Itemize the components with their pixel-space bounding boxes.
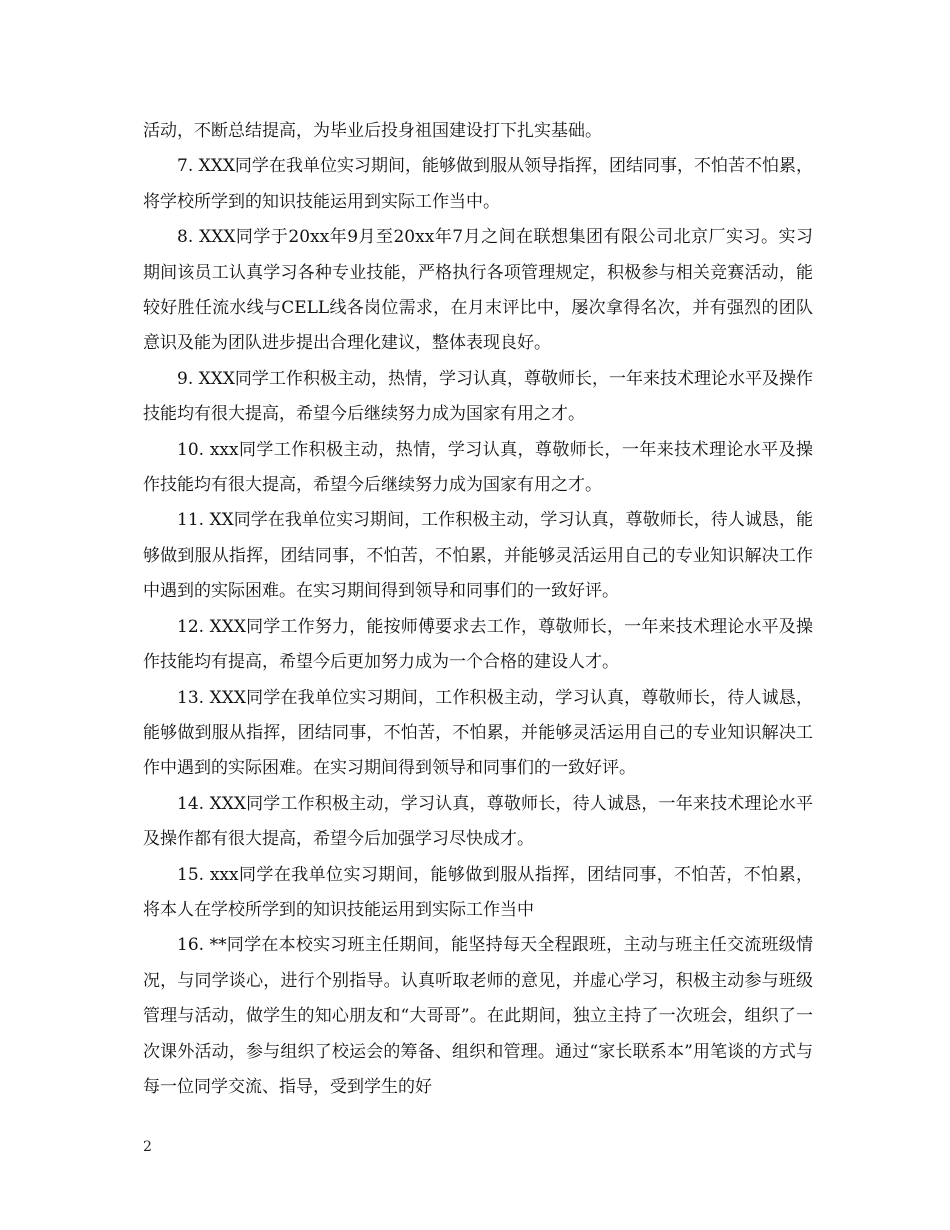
paragraph-12: 12. XXX同学工作努力，能按师傅要求去工作，尊敬师长，一年来技术理论水平及操作技能均有提高，希望今后更加努力成为一个合格的建设人才。 xyxy=(143,616,813,673)
page-number: 2 xyxy=(143,1139,152,1155)
paragraph-continued: 活动，不断总结提高，为毕业后投身祖国建设打下扎实基础。 xyxy=(143,121,602,141)
paragraph-13: 13. XXX同学在我单位实习期间，工作积极主动，学习认真，尊敬师长，待人诚恳，能够做到服从指挥，团结同事，不怕苦，不怕累，并能够灵活运用自己的专业知识解决工作中遇到的实际困难。在实习期间得到领导和同事们的一致好评。 xyxy=(143,687,813,779)
paragraph-9: 9. XXX同学工作积极主动，热情，学习认真，尊敬师长，一年来技术理论水平及操作技能均有很大提高，希望今后继续努力成为国家有用之才。 xyxy=(143,368,813,425)
paragraph-15: 15. xxx同学在我单位实习期间，能够做到服从指挥，团结同事，不怕苦，不怕累，将本人在学校所学到的知识技能运用到实际工作当中 xyxy=(143,864,813,920)
paragraph-7: 7. XXX同学在我单位实习期间，能够做到服从领导指挥，团结同事，不怕苦不怕累，将学校所学到的知识技能运用到实际工作当中。 xyxy=(143,156,813,212)
paragraph-16: 16. **同学在本校实习班主任期间，能坚持每天全程跟班，主动与班主任交流班级情况，与同学谈心，进行个别指导。认真听取老师的意见，并虚心学习，积极主动参与班级管理与活动，做学生的知心朋友和“大哥哥”。在此期间，独立主持了一次班会，组织了一次课外活动，参与组织了校运会的筹备、组织和管理。通过“家长联系本”用笔谈的方式与每一位同学交流、指导，受到学生的好 xyxy=(143,935,813,1097)
paragraph-14: 14. XXX同学工作积极主动，学习认真，尊敬师长，待人诚恳，一年来技术理论水平及操作都有很大提高，希望今后加强学习尽快成才。 xyxy=(143,793,813,850)
paragraph-10: 10. xxx同学工作积极主动，热情，学习认真，尊敬师长，一年来技术理论水平及操作技能均有很大提高，希望今后继续努力成为国家有用之才。 xyxy=(143,439,813,496)
paragraph-11: 11. XX同学在我单位实习期间，工作积极主动，学习认真，尊敬师长，待人诚恳，能够做到服从指挥，团结同事，不怕苦，不怕累，并能够灵活运用自己的专业知识解决工作中遇到的实际困难。在实习期间得到领导和同事们的一致好评。 xyxy=(143,510,813,602)
document-body xyxy=(143,114,813,1105)
paragraph-8: 8. XXX同学于20xx年9月至20xx年7月之间在联想集团有限公司北京厂实习。实习期间该员工认真学习各种专业技能，严格执行各项管理规定，积极参与相关竞赛活动，能较好胜任流水线与CELL线各岗位需求，在月末评比中，屡次拿得名次，并有强烈的团队意识及能为团队进步提出合理化建议，整体表现良好。 xyxy=(143,227,813,354)
